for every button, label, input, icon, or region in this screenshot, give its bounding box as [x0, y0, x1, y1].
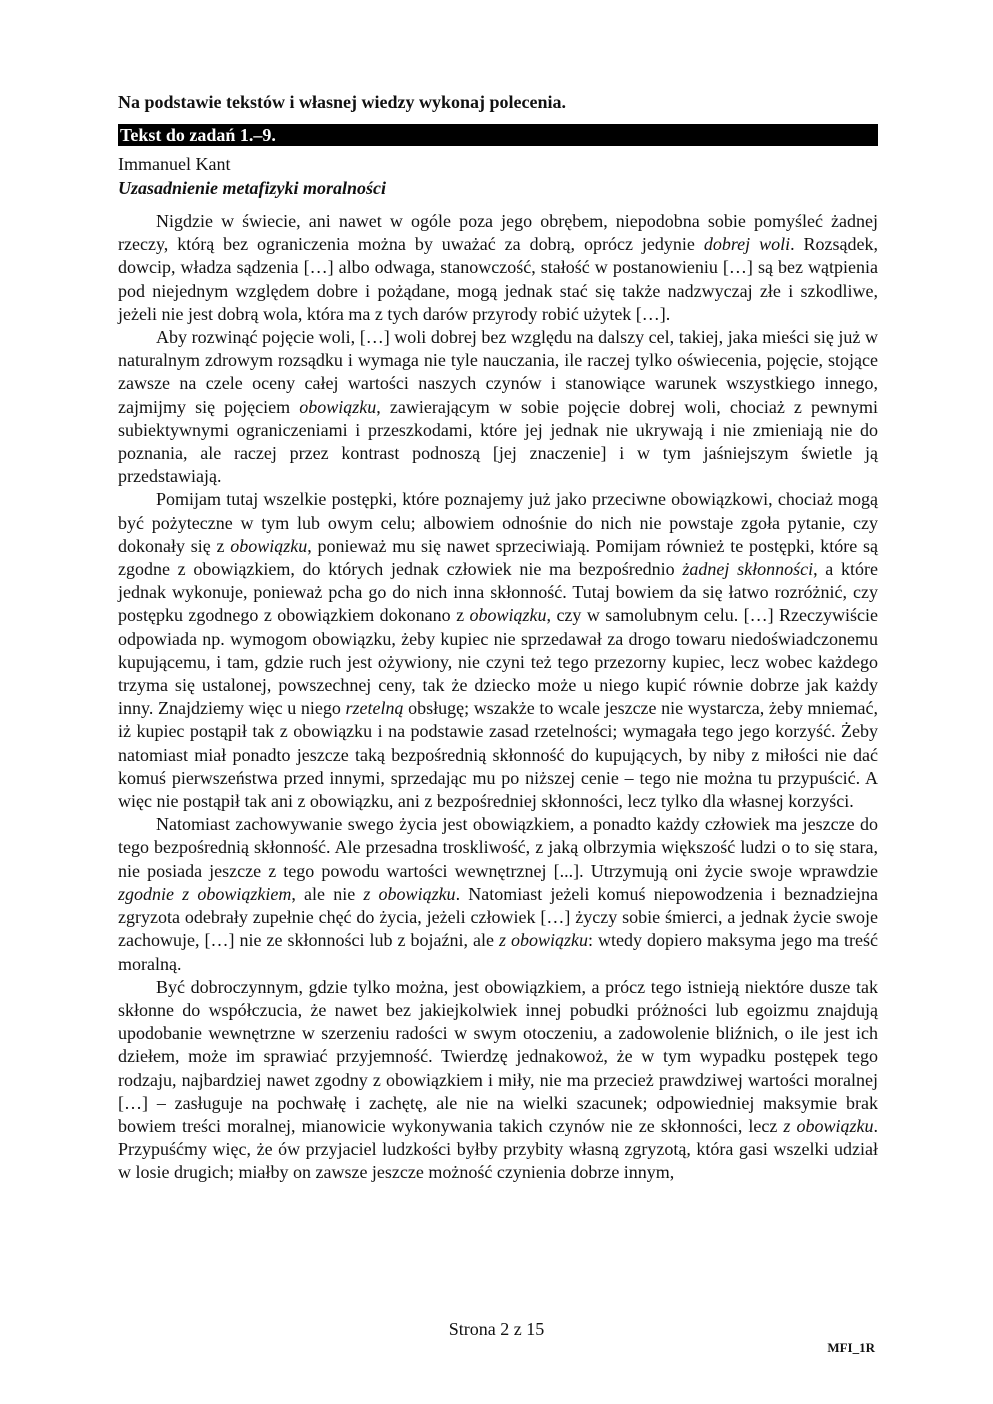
emphasized-phrase: zgodnie z obowiązkiem	[118, 883, 292, 904]
author-name: Immanuel Kant	[118, 154, 231, 174]
page-number: Strona 2 z 15	[448, 1319, 545, 1339]
text-run: , a które jednak wykonuje, ponieważ pcha go do nich inna skłonność. Tutaj bowiem da się łatwo rozróżnić, czy postępku zgodnego z obowiązkiem dokonano z	[118, 559, 878, 626]
text-run: , zawierającym w sobie pojęcie dobrej woli, chociaż z pewnymi subiektywnymi ograniczeniami i przeszkodami, które jej jednak nie ukrywają i nie zmieniają nie do poznania, ale raczej przez kontrast podnoszą [jej znaczenie] i w tym jaśniejszym świetle ją przedstawiają.	[118, 396, 878, 487]
text-run: , czy w samolubnym celu. […] Rzeczywiście odpowiada np. wymogom obowiązku, żeby kupiec nie sprzedawał za drogo towaru niedoświadczonemu kupującemu, i tam, gdzie ruch jest ożywiony, nie czyni też tego przezorny kupiec, lecz wobec każdego trzyma się ustalonej, powszechnej ceny, tak że dziecko może u niego kupić równie dobrze jak każdy inny. Znajdziemy więc u niego	[118, 605, 878, 719]
emphasized-phrase: z obowiązku	[363, 883, 456, 904]
emphasized-phrase: obowiązku	[230, 535, 308, 556]
text-paragraph	[118, 488, 878, 813]
text-run: , ponieważ mu się nawet sprzeciwiają. Pomijam również te postępki, które są zgodne z obowiązkiem, do których jednak człowiek nie ma bezpośrednio	[118, 535, 878, 580]
emphasized-phrase: rzetelną	[345, 698, 404, 719]
exam-code: MFI_1R	[827, 1340, 875, 1355]
emphasized-phrase: dobrej woli	[703, 234, 791, 255]
text-run: . Natomiast jeżeli komuś niepowodzenia i beznadziejna zgryzota odebrały zupełnie chęć do życia, jeżeli człowiek […] życzy sobie śmierci, a jednak życie swoje zachowuje, […] nie ze skłonności lub z bojaźni, ale	[118, 883, 878, 951]
text-run: , ale nie	[291, 883, 364, 904]
text-run: Natomiast zachowywanie swego życia jest obowiązkiem, a ponadto każdy człowiek ma jeszcze do tego bezpośrednią skłonność. Ale przesadna troskliwość, z jaką olbrzymia większość ludzi o to się stara, nie posiada jeszcze z tego powodu wartości wewnętrznej [...]. Utrzymują oni życie swoje wprawdzie	[118, 814, 878, 881]
text-run: : wtedy dopiero maksyma jego ma treść moralną.	[118, 930, 879, 974]
emphasized-phrase: obowiązku	[299, 396, 377, 417]
exam-page	[118, 90, 878, 1185]
emphasized-phrase: z obowiązku	[783, 1115, 874, 1136]
text-paragraph	[118, 326, 878, 488]
text-paragraph	[118, 976, 878, 1185]
text-run: . Przypuśćmy więc, że ów przyjaciel ludzkości byłby przybity własną zgryzotą, która gasi wszelki udział w losie drugich; miałby on zawsze jeszcze możność czynienia dobrze innym,	[118, 1115, 878, 1183]
emphasized-phrase: z obowiązku	[498, 930, 589, 951]
text-paragraph	[118, 210, 878, 326]
instruction-heading: Na podstawie tekstów i własnej wiedzy wykonaj polecenia.	[118, 92, 566, 112]
text-run: Być dobroczynnym, gdzie tylko można, jest obowiązkiem, a prócz tego istnieją niektóre dusze tak skłonne do współczucia, że nawet bez jakiejkolwiek innej pobudki próżności lub egoizmu znajdują upodobanie wewnętrzne w szerzeniu radości w swym otoczeniu, a zadowolenie bliźnich, o ile jest ich dziełem, może im sprawiać przyjemność. Twierdzę jednakowoż, że w tym wypadku postępek tego rodzaju, najbardziej nawet zgodny z obowiązkiem i miły, nie ma przecież prawdziwej wartości moralnej […] – zasługuje na pochwałę i zachętę, ale nie na wielki szacunek; odpowiedniej maksymie brak bowiem treści moralnej, mianowicie wykonywania takich czynów nie ze skłonności, lecz	[118, 976, 878, 1136]
text-run: obsługę; wszakże to wcale jeszcze nie wystarcza, żeby mniemać, iż kupiec postąpił tak z obowiązku i na podstawie zasad rzetelności; wymagała tego jego korzyść. Żeby natomiast miał ponadto jeszcze taką bezpośrednią skłonność do kupujących, by niby z miłości nie dać komuś pierwszeństwa przed innymi, sprzedając mu po niższej cenie – tego nie można tu przypuścić. A więc nie postąpił tak ani z obowiązku, ani z bezpośredniej skłonności, lecz tylko dla własnej korzyści.	[118, 698, 878, 812]
text-run: Nigdzie w świecie, ani nawet w ogóle poza jego obrębem, niepodobna sobie pomyśleć żadnej rzeczy, którą bez ograniczenia można by uważać za dobrą, oprócz jedynie	[118, 211, 878, 255]
text-paragraph	[118, 813, 878, 975]
text-run: Aby rozwinąć pojęcie woli, […] woli dobrej bez względu na dalszy cel, takiej, jaka mieści się już w naturalnym zdrowym rozsądku i wymaga nie tyle nauczania, ile raczej tylko oświecenia, pojęcie, stojące zawsze na czele oceny całej wartości naszych czynów i stanowiące warunek wszystkiego innego, zajmijmy się pojęciem	[118, 327, 878, 417]
task-header-bar: Tekst do zadań 1.–9.	[118, 124, 878, 146]
emphasized-phrase: żadnej skłonności	[682, 559, 814, 580]
work-title: Uzasadnienie metafizyki moralności	[118, 178, 387, 198]
text-run: . Rozsądek, dowcip, władza sądzenia […] albo odwaga, stanowczość, stałość w postanowieniu […] są bez wątpienia pod niejednym względem dobre i pożądane, mogą jednak stać się także nadzwyczaj złe i szkodliwe, jeżeli nie jest dobrą wola, która ma z tych darów przyrody robić użytek […].	[118, 234, 879, 324]
text-body	[118, 210, 878, 1185]
text-run: Pomijam tutaj wszelkie postępki, które poznajemy już jako przeciwne obowiązkowi, chociaż mogą być pożyteczne w tym lub owym celu; albowiem odnośnie do nich nie powstaje zgoła pytanie, czy dokonały się z	[118, 489, 878, 556]
emphasized-phrase: obowiązku	[469, 605, 547, 626]
